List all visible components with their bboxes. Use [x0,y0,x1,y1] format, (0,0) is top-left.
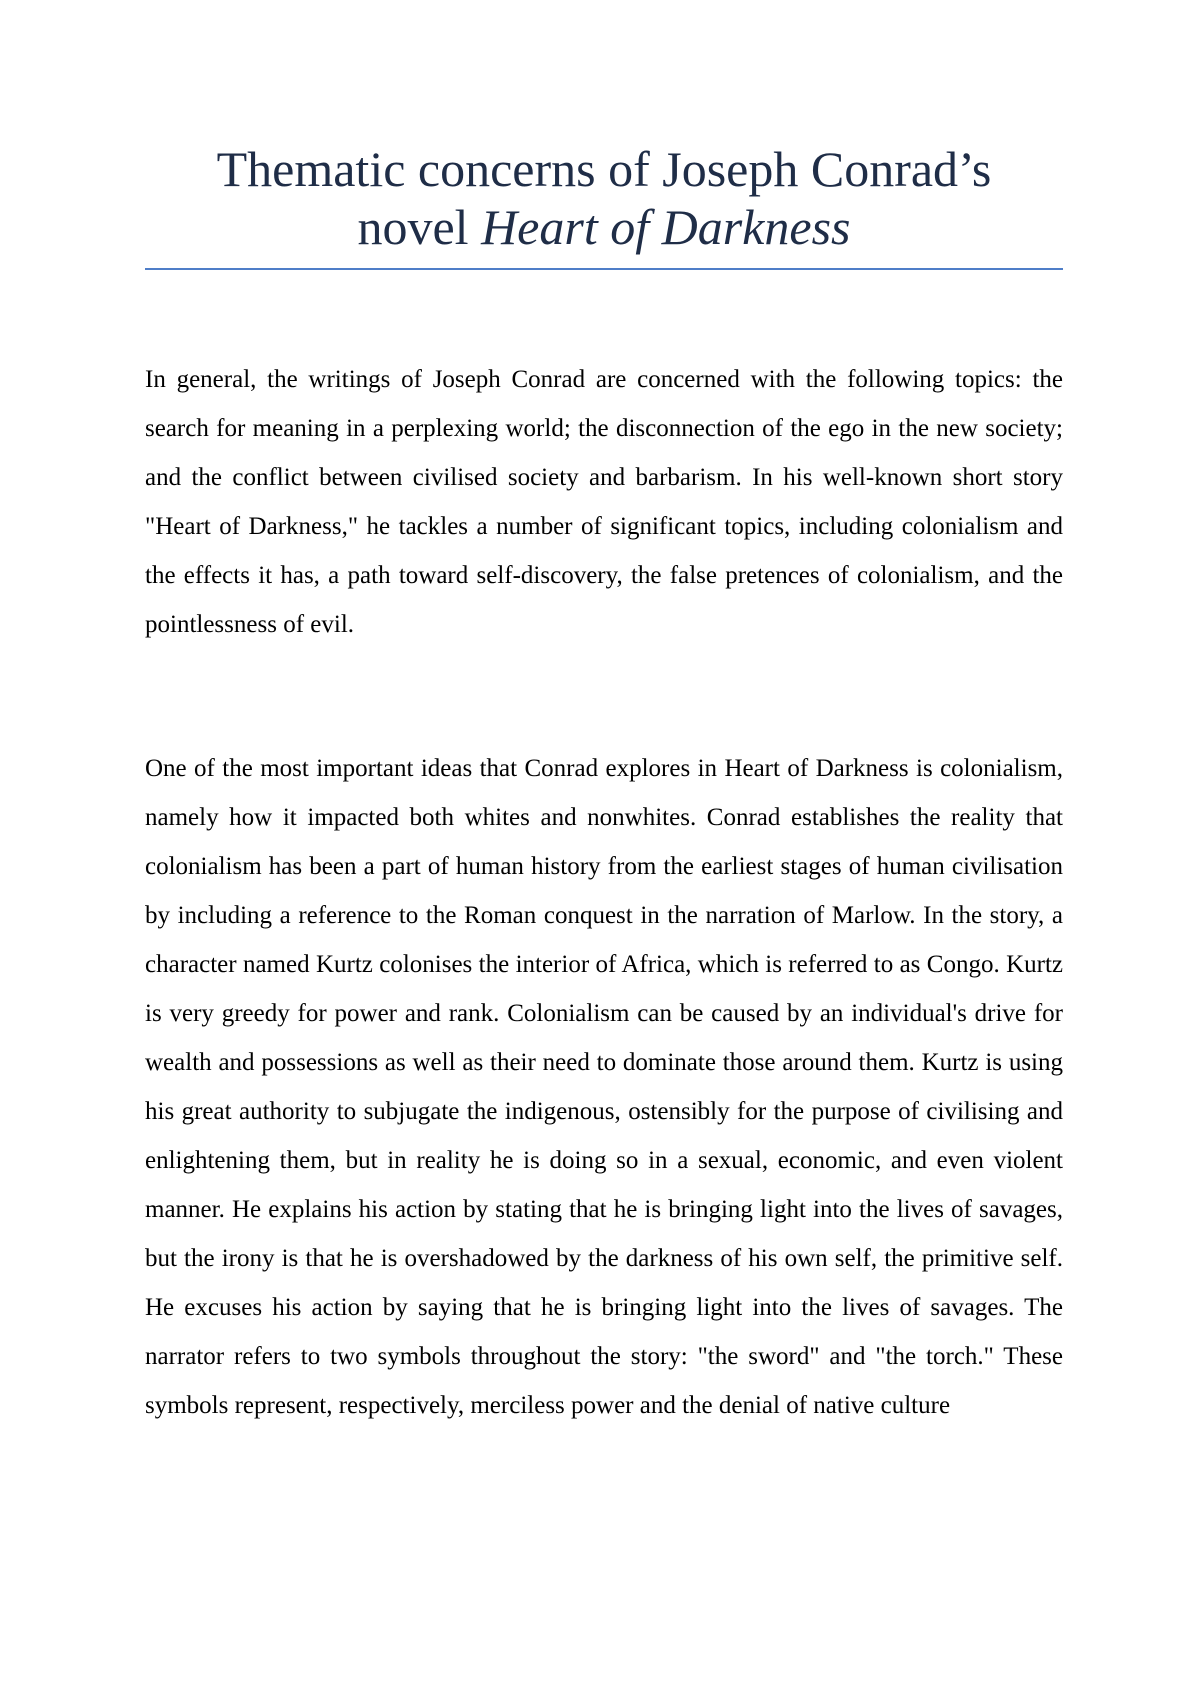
document-page [145,140,1063,1430]
document-body [145,355,1063,1430]
title-novel-name: Heart of Darkness [481,199,851,255]
document-title [145,140,1063,270]
title-line-1: Thematic concerns of Joseph Conrad’s [216,141,992,197]
title-line-2-prefix: novel [357,199,482,255]
paragraph-introduction: In general, the writings of Joseph Conrad are concerned with the following topics: the search for meaning in a perplexing world; the disconnection of the ego in the new society; and the conflict between civilised society and barbarism. In his well-known short story "Heart of Darkness," he tackles a number of significant topics, including colonialism and the effects it has, a path toward self-discovery, the false pretences of colonialism, and the pointlessness of evil. [145,366,1063,638]
paragraph-colonialism: One of the most important ideas that Conrad explores in Heart of Darkness is colonialism, namely how it impacted both whites and nonwhites. Conrad establishes the reality that colonialism has been a part of human history from the earliest stages of human civilisation by including a reference to the Roman conquest in the narration of Marlow. In the story, a character named Kurtz colonises the interior of Africa, which is referred to as Congo. Kurtz is very greedy for power and rank. Colonialism can be caused by an individual's drive for wealth and possessions as well as their need to dominate those around them. Kurtz is using his great authority to subjugate the indigenous, ostensibly for the purpose of civilising and enlightening them, but in reality he is doing so in a sexual, economic, and even violent manner. He explains his action by stating that he is bringing light into the lives of savages, but the irony is that he is overshadowed by the darkness of his own self, the primitive self. He excuses his action by saying that he is bringing light into the lives of savages. The narrator refers to two symbols throughout the story: "the sword" and "the torch." These symbols represent, respectively, merciless power and the denial of native culture [145,755,1063,1419]
title-line-2 [145,198,1063,256]
